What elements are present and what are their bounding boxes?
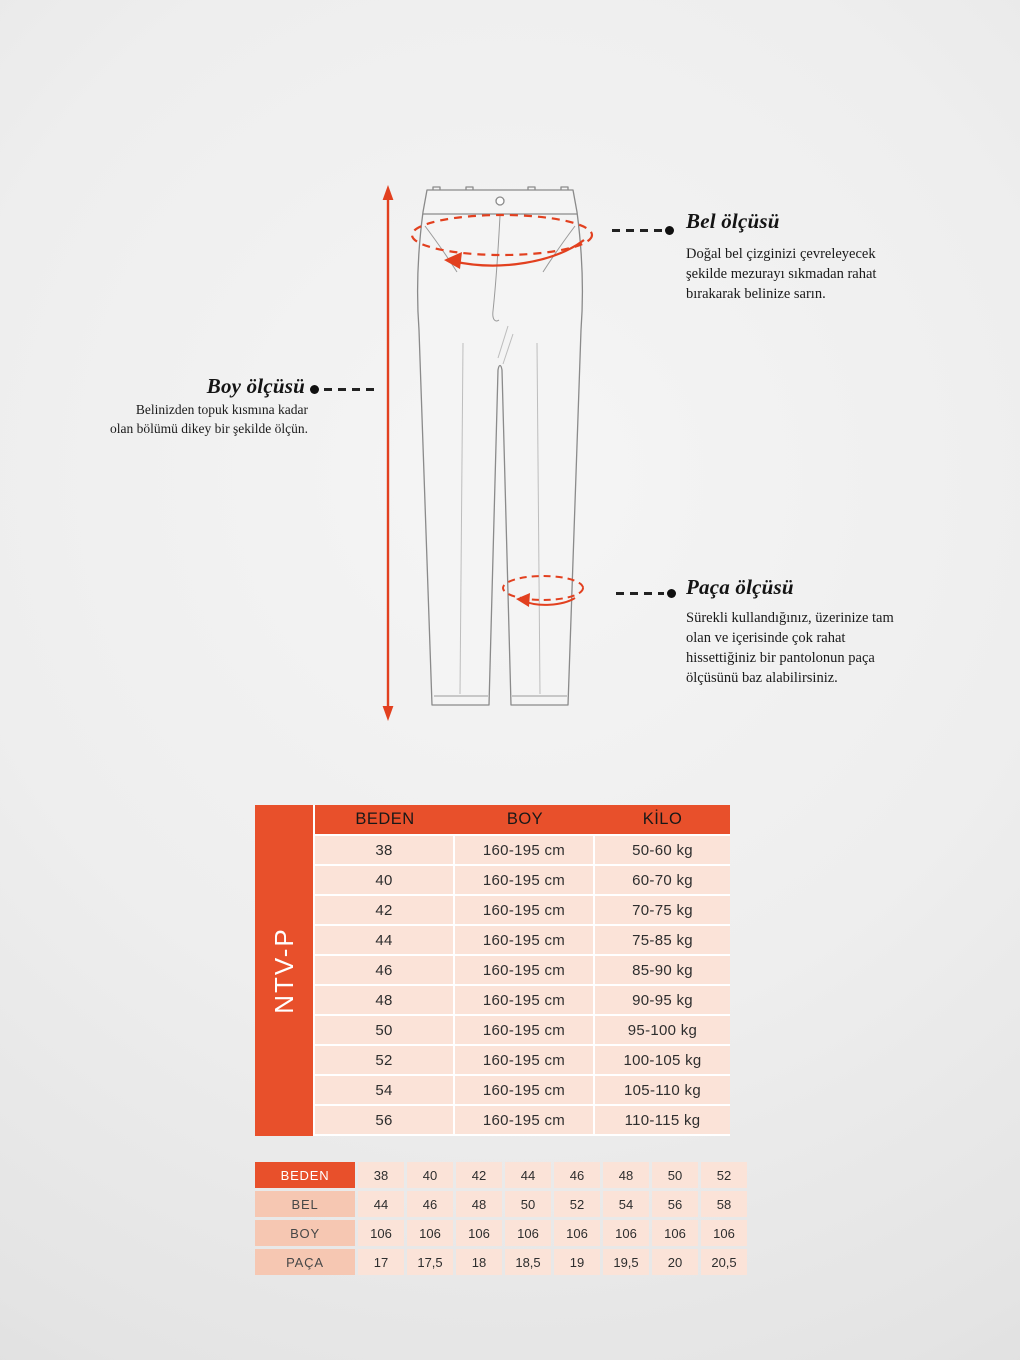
boy-connector-line: [324, 388, 378, 391]
size-cell: 85-90 kg: [595, 956, 730, 986]
measurement-row-label-bel: BEL: [255, 1191, 355, 1217]
size-cell: 160-195 cm: [455, 1076, 595, 1106]
measurement-value: 50: [505, 1191, 551, 1217]
size-cell: 95-100 kg: [595, 1016, 730, 1046]
measurement-table: [255, 1162, 747, 1275]
measurement-value: 48: [456, 1191, 502, 1217]
measurement-value: 20,5: [701, 1249, 747, 1275]
size-cell: 48: [315, 986, 455, 1016]
boy-connector-dot: [310, 385, 319, 394]
measurement-size: 48: [603, 1162, 649, 1188]
size-cell: 52: [315, 1046, 455, 1076]
size-cell: 160-195 cm: [455, 986, 595, 1016]
size-cell: 160-195 cm: [455, 836, 595, 866]
bel-connector-line: [612, 229, 662, 232]
measurement-size: 38: [358, 1162, 404, 1188]
bel-connector-dot: [665, 226, 674, 235]
measurement-value: 54: [603, 1191, 649, 1217]
measurement-value: 20: [652, 1249, 698, 1275]
size-cell: 90-95 kg: [595, 986, 730, 1016]
size-cell: 44: [315, 926, 455, 956]
size-cell: 38: [315, 836, 455, 866]
measurement-row-label-paca: PAÇA: [255, 1249, 355, 1275]
measurement-size: 50: [652, 1162, 698, 1188]
trousers-sketch: [370, 178, 630, 728]
size-cell: 160-195 cm: [455, 926, 595, 956]
bel-annotation-description: Doğal bel çizginizi çevreleyecek şekilde mezurayı sıkmadan rahat bırakarak belinize sarın.: [686, 246, 877, 302]
size-cell: 70-75 kg: [595, 896, 730, 926]
measurement-header-beden: BEDEN: [255, 1162, 355, 1188]
measurement-value: 19,5: [603, 1249, 649, 1275]
measurement-size: 40: [407, 1162, 453, 1188]
measurement-size: 46: [554, 1162, 600, 1188]
measurement-value: 17,5: [407, 1249, 453, 1275]
measurement-value: 106: [407, 1220, 453, 1246]
measurement-value: 44: [358, 1191, 404, 1217]
size-table-header-kilo: KİLO: [595, 805, 730, 836]
size-cell: 160-195 cm: [455, 1016, 595, 1046]
size-table-header-boy: BOY: [455, 805, 595, 836]
size-cell: 110-115 kg: [595, 1106, 730, 1136]
measurement-value: 19: [554, 1249, 600, 1275]
boy-annotation-description: Belinizden topuk kısmına kadar olan bölümü dikey bir şekilde ölçün.: [110, 402, 308, 436]
size-cell: 46: [315, 956, 455, 986]
paca-annotation-description: Sürekli kullandığınız, üzerinize tam olan ve içerisinde çok rahat hissettiğiniz bir pantolonun paça ölçüsünü baz alabilirsiniz.: [686, 610, 894, 686]
size-cell: 54: [315, 1076, 455, 1106]
measurement-size: 42: [456, 1162, 502, 1188]
paca-annotation-title: Paça ölçüsü: [686, 575, 794, 599]
size-cell: 160-195 cm: [455, 896, 595, 926]
size-table: [255, 805, 730, 1136]
size-cell: 160-195 cm: [455, 866, 595, 896]
measurement-value: 17: [358, 1249, 404, 1275]
size-cell: 42: [315, 896, 455, 926]
measurement-value: 106: [505, 1220, 551, 1246]
size-table-header-beden: BEDEN: [315, 805, 455, 836]
size-cell: 56: [315, 1106, 455, 1136]
measurement-value: 18,5: [505, 1249, 551, 1275]
measurement-value: 46: [407, 1191, 453, 1217]
size-cell: 105-110 kg: [595, 1076, 730, 1106]
length-measure-arrow: [383, 185, 394, 721]
product-code-label: NTV-P: [268, 927, 299, 1014]
boy-annotation-title: Boy ölçüsü: [206, 374, 305, 398]
measurement-value: 106: [358, 1220, 404, 1246]
measurement-value: 106: [603, 1220, 649, 1246]
size-cell: 40: [315, 866, 455, 896]
measurement-value: 52: [554, 1191, 600, 1217]
size-cell: 100-105 kg: [595, 1046, 730, 1076]
measurement-value: 106: [652, 1220, 698, 1246]
size-cell: 160-195 cm: [455, 956, 595, 986]
size-table-grid: [315, 805, 730, 1136]
size-cell: 160-195 cm: [455, 1046, 595, 1076]
measurement-row-label-boy: BOY: [255, 1220, 355, 1246]
size-table-side-bar: [255, 805, 315, 1136]
measurement-value: 58: [701, 1191, 747, 1217]
size-cell: 50: [315, 1016, 455, 1046]
size-cell: 60-70 kg: [595, 866, 730, 896]
measurement-value: 18: [456, 1249, 502, 1275]
measurement-value: 106: [701, 1220, 747, 1246]
measurement-size: 44: [505, 1162, 551, 1188]
size-cell: 75-85 kg: [595, 926, 730, 956]
measurement-value: 106: [456, 1220, 502, 1246]
size-cell: 50-60 kg: [595, 836, 730, 866]
bel-annotation-title: Bel ölçüsü: [686, 209, 780, 233]
measurement-value: 56: [652, 1191, 698, 1217]
measurement-size: 52: [701, 1162, 747, 1188]
paca-connector-line: [616, 592, 664, 595]
paca-connector-dot: [667, 589, 676, 598]
measurement-value: 106: [554, 1220, 600, 1246]
size-cell: 160-195 cm: [455, 1106, 595, 1136]
